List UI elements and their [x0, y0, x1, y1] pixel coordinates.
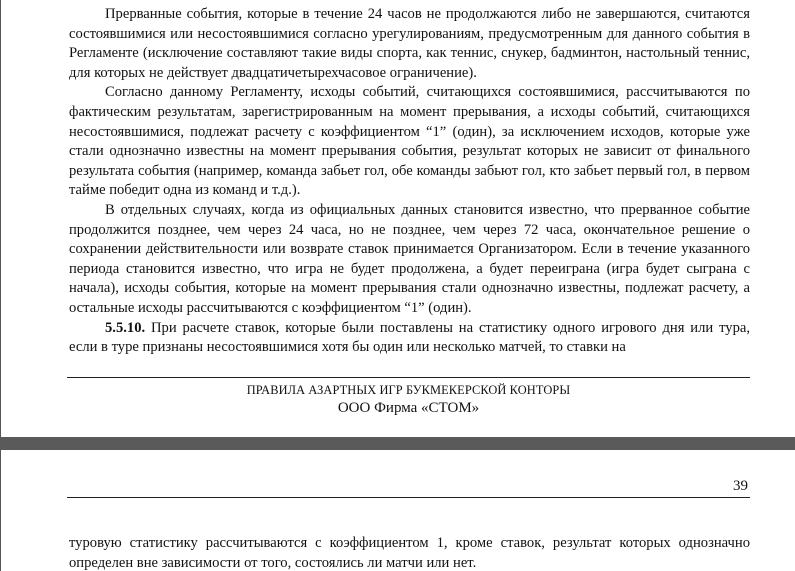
page-39	[0, 450, 795, 571]
clause-number: 5.5.10.	[105, 319, 146, 336]
clause-text: При расчете ставок, которые были поставлены на статистику одного игрового дня или тура, если в туре признаны несостоявшимися хотя бы один или несколько матчей, то ставки на	[69, 319, 750, 356]
paragraph-settlement-rules: Согласно данному Регламенту, исходы событий, считающихся состоявшимися, рассчитываются по фактическим результатам, зарегистрированным на момент прерывания, а исходы событий, считающихся несостоявшимися, подлежат расчету с коэффициентом “1” (один), за исключением исходов, которые уже стали однозначно известны на момент прерывания события, результат которых не зависит от финального результата события (например, команда забьет гол, обе команды забьют гол, кто забьет первый гол, в первом тайме победит одна из команд и т.д.).	[69, 84, 750, 199]
paragraph-continuation: туровую статистику рассчитываются с коэффициентом 1, кроме ставок, результат которых однозначно определен вне зависимости от того, состоялись ли матчи или нет.	[69, 535, 750, 571]
footer-company: ООО Фирма «СТОМ»	[337, 400, 480, 416]
page-number: 39	[733, 478, 748, 494]
clause-5-5-10	[69, 319, 750, 358]
footer-divider	[67, 377, 750, 378]
paragraph-interrupted-events: Прерванные события, которые в течение 24 часов не продолжаются либо не завершаются, считаются состоявшимися или несостоявшимися согласно урегулированиям, предусмотренным для данного события в Регламенте (исключение составляют такие виды спорта, как теннис, снукер, бадминтон, настольный теннис, для которых не действует двадцатичетырехчасовое ограничение).	[69, 6, 750, 81]
header-divider	[67, 497, 750, 498]
paragraph-special-cases: В отдельных случаях, когда из официальных данных становится известно, что прерванное событие продолжится позднее, чем через 24 часа, но не позднее, чем через 72 часа, окончательное решение о сохранении действительности или возврате ставок принимается Организатором. Если в течение указанного периода становится известно, что игра не будет продолжена, а будет переиграна (игра будет сыграна с начала), исходы события, которые на момент прерывания стали однозначно известны, подлежат расчету, а остальные исходы рассчитываются с коэффициентом “1” (один).	[69, 201, 750, 316]
body-text	[69, 5, 750, 358]
footer-title: ПРАВИЛА АЗАРТНЫХ ИГР БУКМЕКЕРСКОЙ КОНТОРЫ	[246, 383, 571, 397]
continued-text	[69, 534, 750, 571]
